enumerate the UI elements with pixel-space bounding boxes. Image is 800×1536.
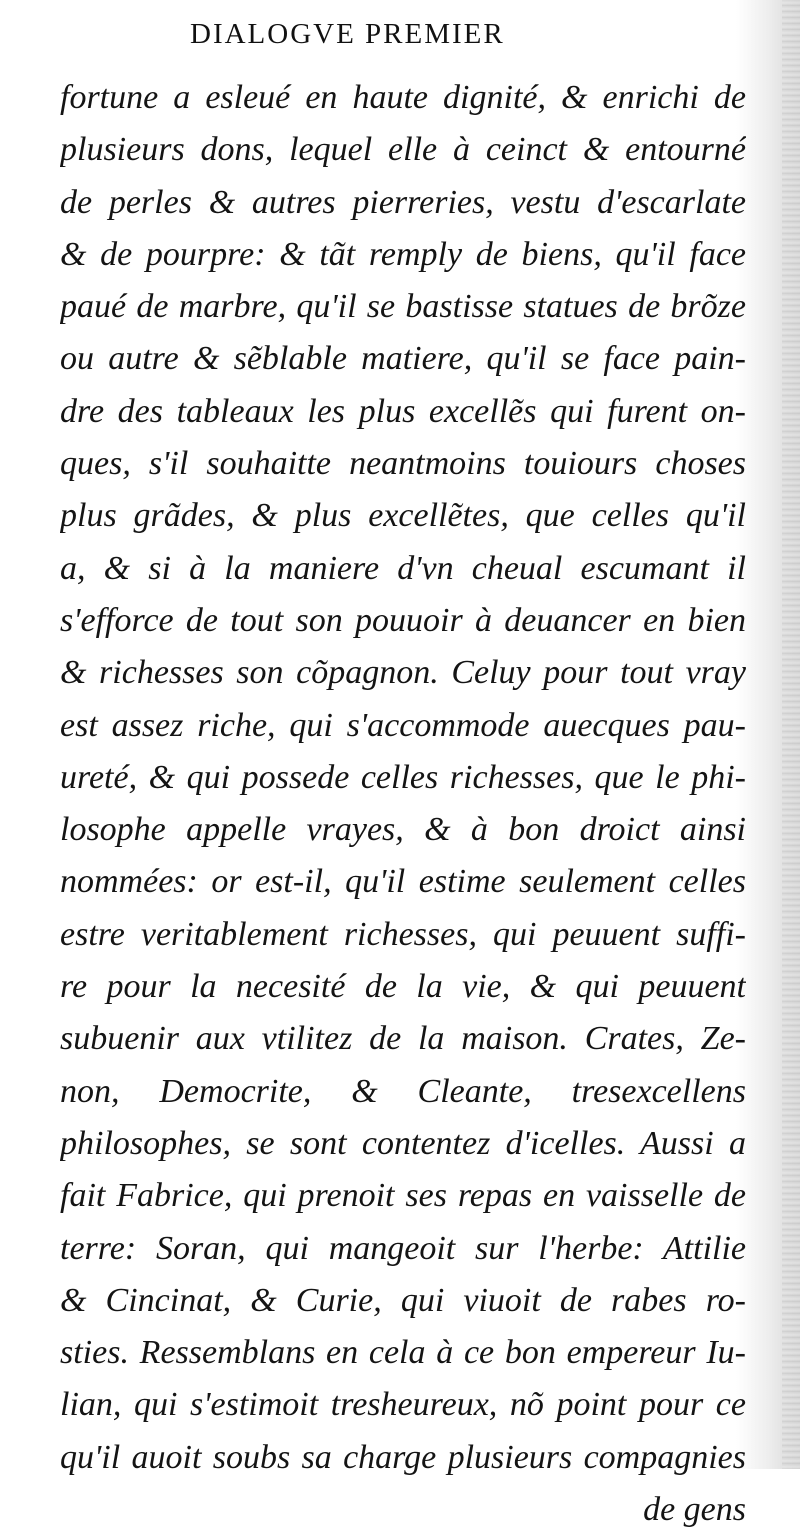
text-line: subuenir aux vtilitez de la maison. Crates, Ze- [60, 1020, 746, 1058]
text-line: de perles & autres pierreries, vestu d'escarlate [60, 183, 746, 221]
text-line: estre veritablement richesses, qui peuuent suffi- [60, 915, 746, 953]
text-line: a, & si à la maniere d'vn cheual escumant il [60, 549, 746, 587]
text-line: non, Democrite, & Cleante, tresexcellens [60, 1072, 746, 1110]
text-line: ureté, & qui possede celles richesses, que le phi- [60, 758, 746, 796]
text-line: ou autre & sẽblable matiere, qu'il se face pain- [60, 340, 746, 378]
running-head: DIALOGVE PREMIER [190, 18, 505, 50]
text-line: sties. Ressemblans en cela à ce bon empereur Iu- [60, 1334, 746, 1372]
text-line: philosophes, se sont contentez d'icelles. Aussi a [60, 1124, 746, 1162]
text-block [60, 72, 746, 1536]
catchword: de gens [643, 1491, 746, 1529]
text-line: losophe appelle vrayes, & à bon droict ainsi [60, 811, 746, 849]
text-line: dre des tableaux les plus excellẽs qui furent on- [60, 392, 746, 430]
text-line: paué de marbre, qu'il se bastisse statues de brõze [60, 288, 746, 326]
text-line: qu'il auoit soubs sa charge plusieurs compagnies [60, 1438, 746, 1476]
text-line: terre: Soran, qui mangeoit sur l'herbe: Attilie [60, 1229, 746, 1267]
text-line: & richesses son cõpagnon. Celuy pour tout vray [60, 654, 746, 692]
text-line: fait Fabrice, qui prenoit ses repas en vaisselle de [60, 1177, 746, 1215]
text-line: ques, s'il souhaitte neantmoins touiours choses [60, 445, 746, 483]
text-line: s'efforce de tout son pouuoir à deuancer en bien [60, 601, 746, 639]
page-edge [782, 0, 800, 1469]
text-line: plus grãdes, & plus excellẽtes, que celles qu'il [60, 497, 746, 535]
text-line: nommées: or est-il, qu'il estime seulement celles [60, 863, 746, 901]
text-line: re pour la necesité de la vie, & qui peuuent [60, 968, 746, 1006]
text-line: & Cincinat, & Curie, qui viuoit de rabes ro- [60, 1281, 746, 1319]
text-line: lian, qui s'estimoit tresheureux, nõ point pour ce [60, 1386, 746, 1424]
text-line: fortune a esleué en haute dignité, & enrichi de [60, 79, 746, 116]
text-line: est assez riche, qui s'accommode auecques pau- [60, 706, 746, 744]
text-line: & de pourpre: & tãt remply de biens, qu'il face [60, 235, 746, 273]
text-line: plusieurs dons, lequel elle à ceinct & entourné [60, 131, 746, 169]
